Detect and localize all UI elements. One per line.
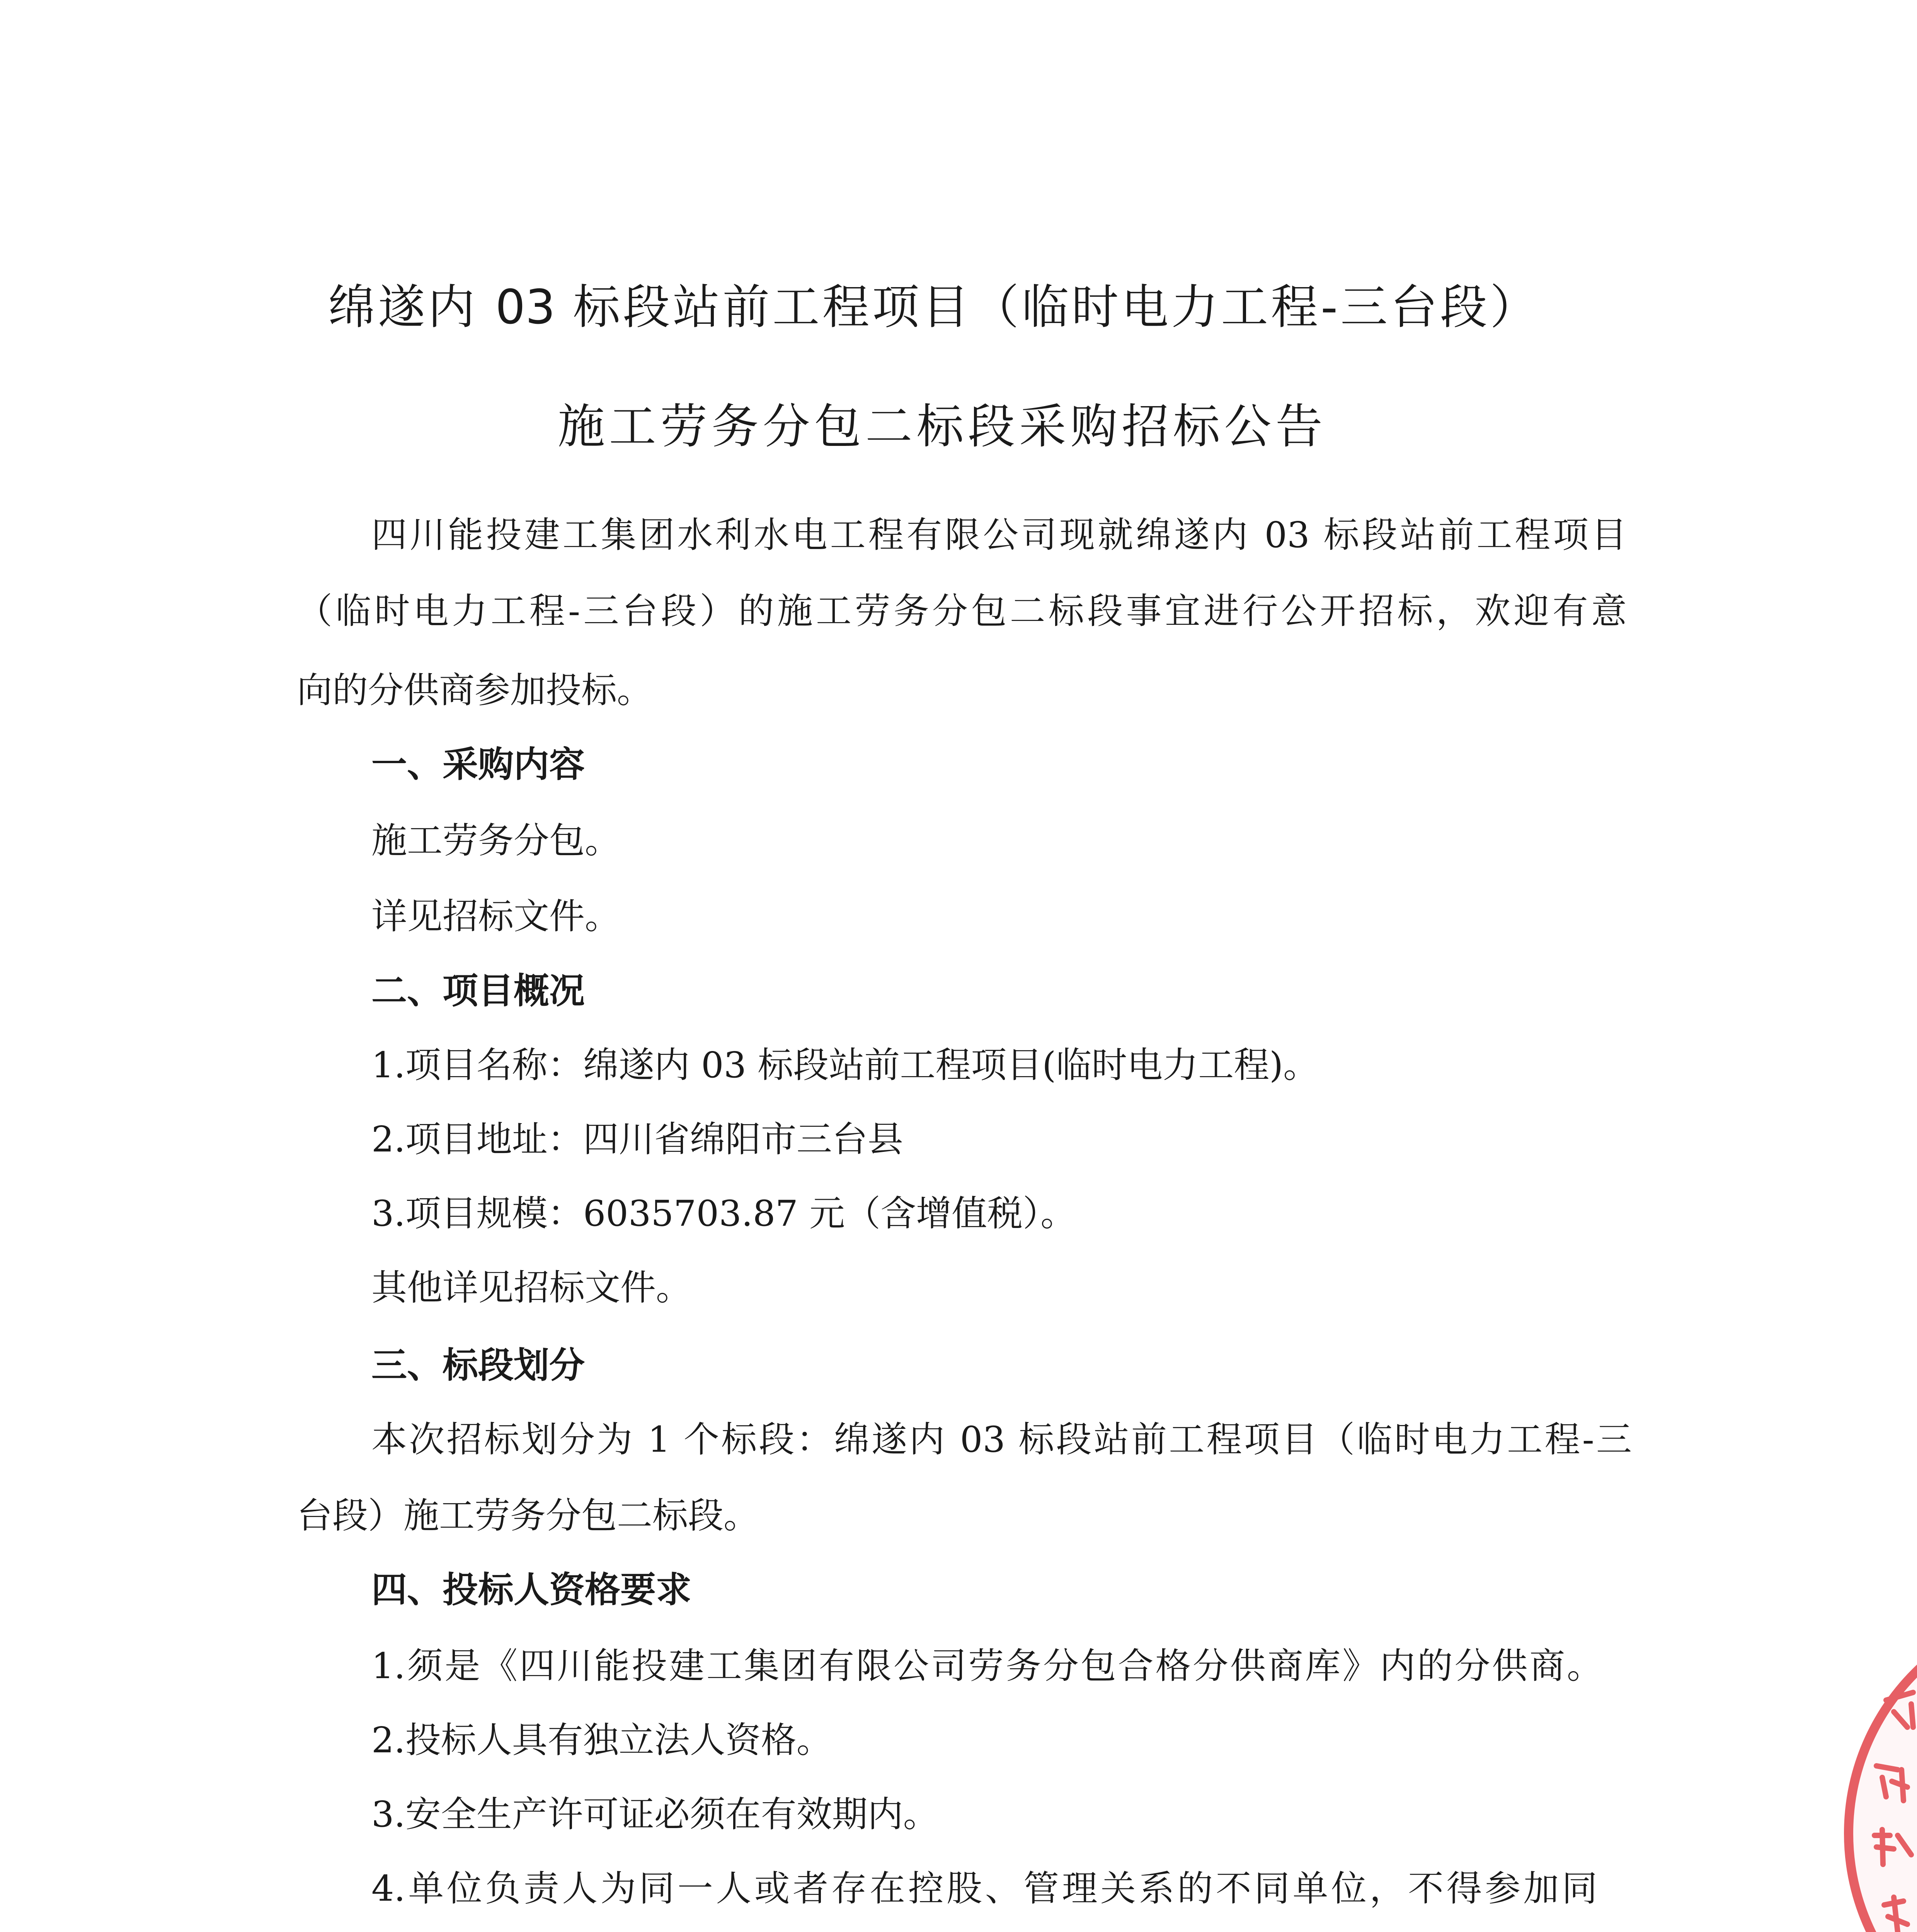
section-heading: 二、项目概况 [371,970,585,1012]
intro-line: 向的分供商参加投标。 [297,670,653,711]
section-line: 2.投标人具有独立法人资格。 [371,1719,832,1761]
section-heading: 四、投标人资格要求 [371,1569,692,1611]
section-line: 台段）施工劳务分包二标段。 [297,1495,759,1536]
section-line: 其他详见招标文件。 [371,1267,692,1308]
section-line: 1.须是《四川能投建工集团有限公司劳务分包合格分供商库》内的分供商。 [371,1645,1602,1687]
document-title-line-1: 绵遂内 03 标段站前工程项目（临时电力工程-三台段） [328,280,1537,335]
document-title-line-2: 施工劳务分包二标段采购招标公告 [558,399,1323,454]
section-line: 2.项目地址：四川省绵阳市三台县 [371,1119,903,1160]
section-line: 4.单位负责人为同一人或者存在控股、管理关系的不同单位，不得参加同 [371,1868,1597,1909]
section-heading: 一、采购内容 [371,744,585,785]
section-line: 本次招标划分为 1 个标段：绵遂内 03 标段站前工程项目（临时电力工程-三 [371,1419,1632,1460]
section-heading: 三、标段划分 [371,1345,585,1386]
intro-line: 四川能投建工集团水利水电工程有限公司现就绵遂内 03 标段站前工程项目 [371,514,1627,556]
section-line: 1.项目名称：绵遂内 03 标段站前工程项目(临时电力工程)。 [371,1044,1319,1086]
section-line: 详见招标文件。 [371,896,621,937]
section-line: 施工劳务分包。 [371,820,621,861]
intro-line: （临时电力工程-三台段）的施工劳务分包二标段事宜进行公开招标，欢迎有意 [297,590,1627,632]
section-line: 3.项目规模：6035703.87 元（含增值税）。 [371,1193,1076,1234]
section-line: 3.安全生产许可证必须在有效期内。 [371,1794,939,1835]
seal [1840,1654,1917,1932]
